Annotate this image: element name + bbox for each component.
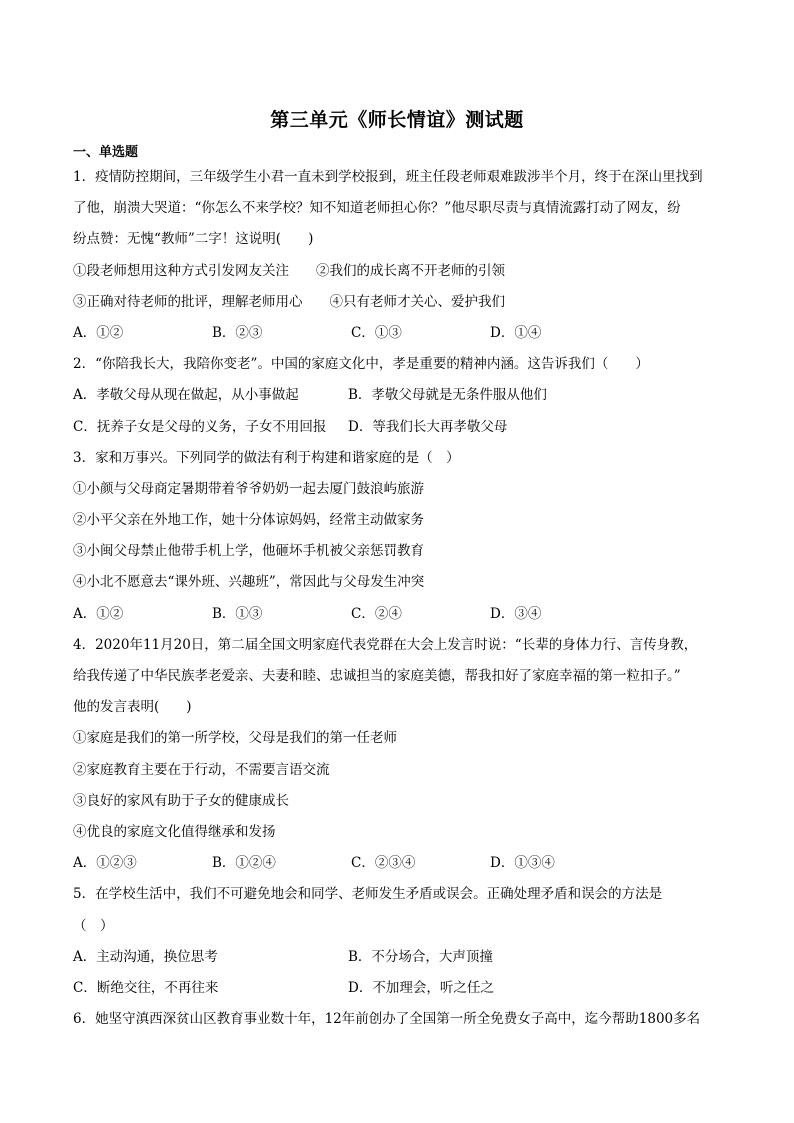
option-a[interactable]: A．①②③ xyxy=(73,855,137,872)
question-statement: ②小平父亲在外地工作，她十分体谅妈妈，经常主动做家务 xyxy=(73,512,424,529)
option-d[interactable]: D．①③④ xyxy=(490,855,555,872)
answer-options xyxy=(73,318,723,349)
question-statement: ①小颜与父母商定暑期带着爷爷奶奶一起去厦门鼓浪屿旅游 xyxy=(73,480,424,497)
option-d[interactable]: D．等我们长大再孝敬父母 xyxy=(348,418,508,435)
question-stem: 4．2020年11月20日，第二届全国文明家庭代表党群在大会上发言时说：“长辈的身体力行、言传身教， xyxy=(73,636,698,653)
question-1 xyxy=(73,162,723,349)
option-c[interactable]: C．抚养子女是父母的义务，子女不用回报 xyxy=(73,418,327,435)
option-b[interactable]: B．②③ xyxy=(212,324,263,341)
question-4 xyxy=(73,630,723,880)
answer-options xyxy=(73,848,723,879)
question-6 xyxy=(73,1004,723,1035)
option-c[interactable]: C．②④ xyxy=(351,605,402,622)
question-statement: ①家庭是我们的第一所学校，父母是我们的第一任老师 xyxy=(73,730,397,747)
question-stem: 给我传递了中华民族孝老爱亲、夫妻和睦、忠诚担当的家庭美德，帮我扣好了家庭幸福的第一粒扣子。” xyxy=(73,668,681,684)
question-statement: ③良好的家风有助于子女的健康成长 xyxy=(73,792,289,809)
option-c[interactable]: C．②③④ xyxy=(351,855,416,872)
question-statement: ④小北不愿意去“课外班、兴趣班”，常因此与父母发生冲突 xyxy=(73,574,425,591)
question-stem: 5．在学校生活中，我们不可避免地会和同学、老师发生矛盾或误会。正确处理矛盾和误会的方法是 xyxy=(73,886,663,903)
option-c[interactable]: C．断绝交往，不再往来 xyxy=(73,979,219,996)
question-list xyxy=(73,162,723,1035)
question-stem: 6．她坚守滇西深贫山区教育事业数十年，12年前创办了全国第一所全免费女子高中，迄今帮助1800多名 xyxy=(73,1011,701,1028)
answer-options xyxy=(73,599,723,630)
question-stem: 3．家和万事兴。下列同学的做法有利于构建和谐家庭的是（ ） xyxy=(73,449,460,466)
answer-options xyxy=(73,973,723,1004)
question-statement: ①段老师想用这种方式引发网友关注 ②我们的成长离不开老师的引领 xyxy=(73,262,505,279)
answer-options xyxy=(73,412,723,443)
option-b[interactable]: B．①②④ xyxy=(212,855,276,872)
question-stem: 了他，崩溃大哭道：“你怎么不来学校？知不知道老师担心你？”他尽职尽责与真情流露打动了网友，纷 xyxy=(73,200,681,217)
question-5 xyxy=(73,879,723,1004)
option-b[interactable]: B．孝敬父母就是无条件服从他们 xyxy=(348,387,547,404)
answer-options xyxy=(73,942,723,973)
option-c[interactable]: C．①③ xyxy=(351,324,402,341)
question-statement: ④优良的家庭文化值得继承和发扬 xyxy=(73,823,276,840)
option-b[interactable]: B．①③ xyxy=(212,605,263,622)
question-stem: （ ） xyxy=(73,917,114,934)
question-stem: 2．“你陪我长大，我陪你变老”。中国的家庭文化中，孝是重要的精神内涵。这告诉我们（ ） xyxy=(73,356,649,373)
section-heading: 一、单选题 xyxy=(73,145,139,160)
option-a[interactable]: A．①② xyxy=(73,605,124,622)
answer-options xyxy=(73,380,723,411)
option-d[interactable]: D．③④ xyxy=(490,605,542,622)
question-statement: ②家庭教育主要在于行动，不需要言语交流 xyxy=(73,761,330,778)
option-d[interactable]: D．①④ xyxy=(490,324,542,341)
question-statement: ③正确对待老师的批评，理解老师用心 ④只有老师才关心、爱护我们 xyxy=(73,293,505,310)
question-stem: 纷点赞：无愧“教师”二字！这说明( ) xyxy=(73,231,314,248)
option-a[interactable]: A．孝敬父母从现在做起，从小事做起 xyxy=(73,387,299,404)
option-d[interactable]: D．不加理会，听之任之 xyxy=(348,979,494,996)
option-a[interactable]: A．①② xyxy=(73,324,124,341)
option-a[interactable]: A．主动沟通，换位思考 xyxy=(73,948,218,965)
question-stem: 他的发言表明( ) xyxy=(73,699,192,716)
option-b[interactable]: B．不分场合，大声顶撞 xyxy=(348,948,493,965)
question-3 xyxy=(73,443,723,630)
question-2 xyxy=(73,349,723,443)
question-stem: 1．疫情防控期间，三年级学生小君一直未到学校报到，班主任段老师艰难跋涉半个月，终于在深山里找到 xyxy=(73,169,703,185)
document-title: 第三单元《师长情谊》测试题 xyxy=(270,109,524,131)
question-statement: ③小闽父母禁止他带手机上学，他砸坏手机被父亲惩罚教育 xyxy=(73,543,424,560)
